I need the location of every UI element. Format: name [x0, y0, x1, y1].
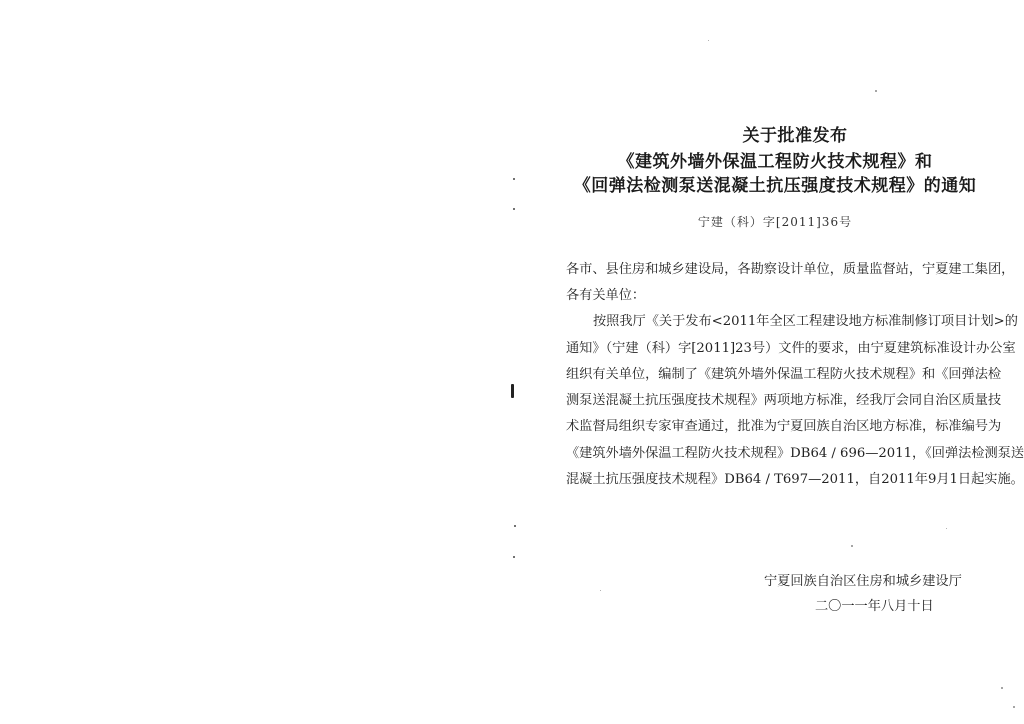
scan-speck	[708, 40, 709, 41]
scan-mark	[511, 384, 514, 398]
body-line-4: 测泵送混凝土抗压强度技术规程》两项地方标准，经我厅会同自治区质量技	[566, 393, 1002, 408]
issuer-signature: 宁夏回族自治区住房和城乡建设厅	[764, 574, 962, 589]
issue-date: 二〇一一年八月十日	[815, 599, 934, 614]
scan-speck	[1013, 706, 1015, 708]
scan-speck	[875, 90, 877, 92]
document-number: 宁建（科）字[2011]36号	[697, 215, 853, 229]
body-line-recipients-cont: 各有关单位：	[566, 288, 646, 303]
notice-title-line-1: 关于批准发布	[742, 126, 848, 146]
scan-speck	[600, 590, 601, 591]
body-line-6: 《建筑外墙外保温工程防火技术规程》DB64 / 696—2011，《回弹法检测泵送	[566, 446, 1024, 461]
scan-speck	[946, 528, 947, 529]
body-line-2: 通知》（宁建（科）字[2011]23号）文件的要求，由宁夏建筑标准设计办公室	[566, 341, 1016, 356]
body-line-7: 混凝土抗压强度技术规程》DB64 / T697—2011，自2011年9月1日起实施。	[566, 472, 1024, 487]
notice-title-line-3: 《回弹法检测泵送混凝土抗压强度技术规程》的通知	[573, 176, 977, 196]
body-line-recipients: 各市、县住房和城乡建设局，各勘察设计单位，质量监督站，宁夏建工集团，	[566, 262, 1015, 277]
notice-title-line-2: 《建筑外墙外保温工程防火技术规程》和	[617, 152, 933, 172]
body-line-3: 组织有关单位，编制了《建筑外墙外保温工程防火技术规程》和《回弹法检	[566, 367, 1002, 382]
body-line-5: 术监督局组织专家审查通过，批准为宁夏回族自治区地方标准，标准编号为	[566, 419, 1002, 434]
scan-speck	[513, 208, 515, 210]
scan-speck	[513, 178, 515, 180]
scan-speck	[1001, 687, 1003, 689]
body-line-1: 按照我厅《关于发布<2011年全区工程建设地方标准制修订项目计划>的	[593, 314, 1018, 329]
scan-speck	[514, 525, 516, 527]
scan-speck	[851, 545, 853, 547]
scan-speck	[513, 556, 515, 558]
